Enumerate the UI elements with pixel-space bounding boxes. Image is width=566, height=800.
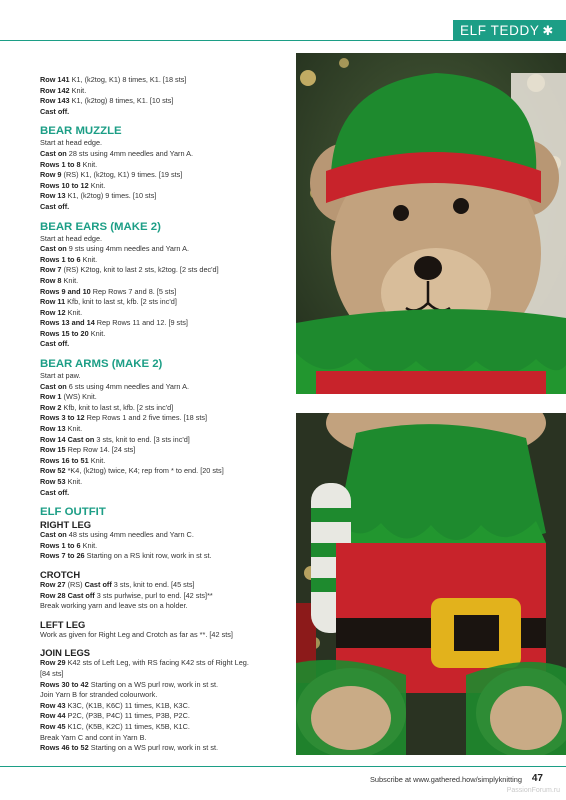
instruction-line bbox=[40, 435, 280, 446]
row-label: Rows 13 and 14 bbox=[40, 318, 95, 328]
instruction-line bbox=[40, 413, 280, 424]
row-instruction: 28 sts using 4mm needles and Yarn A. bbox=[66, 148, 194, 158]
row-label: Cast off. bbox=[40, 487, 70, 497]
row-instruction: *K4, (k2tog) twice, K4; rep from * to end. [20 sts] bbox=[65, 466, 224, 476]
instruction-line bbox=[40, 339, 280, 350]
instruction-line bbox=[40, 743, 280, 754]
row-label: Row 143 bbox=[40, 96, 70, 106]
instruction-line bbox=[40, 75, 280, 86]
row-label: Cast on bbox=[40, 381, 67, 391]
row-instruction: Start at head edge. bbox=[40, 233, 103, 243]
row-label: Rows 16 to 51 bbox=[40, 455, 89, 465]
section-heading: ELF OUTFIT bbox=[40, 506, 106, 519]
instruction-line bbox=[40, 669, 280, 680]
instruction-line bbox=[40, 630, 280, 641]
row-instruction: Knit. bbox=[88, 455, 106, 465]
instruction-line bbox=[40, 170, 280, 181]
row-label: Rows 7 to 26 bbox=[40, 551, 85, 561]
row-label: Row 13 bbox=[40, 424, 66, 434]
row-instruction: K1C, (K5B, K2C) 11 times, K5B, K1C. bbox=[65, 721, 190, 731]
row-instruction: Starting on a RS knit row, work in st st. bbox=[84, 551, 212, 561]
row-label: Rows 30 to 42 bbox=[40, 679, 89, 689]
row-instruction: Knit. bbox=[88, 180, 106, 190]
row-label: Row 15 bbox=[40, 445, 66, 455]
row-instruction: 9 sts using 4mm needles and Yarn A. bbox=[66, 244, 189, 254]
row-label: Row 27 bbox=[40, 579, 66, 589]
row-label: Row 12 bbox=[40, 307, 66, 317]
instruction-line bbox=[40, 297, 280, 308]
instruction-line bbox=[40, 601, 280, 612]
instruction-line bbox=[40, 722, 280, 733]
row-instruction: K1, (k2tog) 8 times, K1. [10 sts] bbox=[69, 96, 174, 106]
subsection-heading: RIGHT LEG bbox=[40, 519, 92, 531]
row-instruction: Knit. bbox=[65, 424, 83, 434]
instruction-line bbox=[40, 701, 280, 712]
row-instruction: (RS) bbox=[65, 579, 85, 589]
row-instruction: (WS) Knit. bbox=[61, 392, 97, 402]
row-instruction: Starting on a WS purl row, work in st st. bbox=[88, 679, 219, 689]
instruction-line bbox=[40, 255, 280, 266]
instruction-line bbox=[40, 711, 280, 722]
row-instruction: Knit. bbox=[61, 275, 79, 285]
row-label: Cast off. bbox=[40, 339, 70, 349]
instruction-line bbox=[40, 244, 280, 255]
row-instruction: Rep Row 14. [24 sts] bbox=[65, 445, 136, 455]
row-instruction: Rep Rows 11 and 12. [9 sts] bbox=[94, 318, 188, 328]
instruction-line bbox=[40, 551, 280, 562]
row-instruction: Rep Rows 1 and 2 five times. [18 sts] bbox=[84, 413, 208, 423]
instruction-line bbox=[40, 86, 280, 97]
section-title: ELF TEDDY bbox=[460, 23, 540, 38]
row-instruction: Knit. bbox=[88, 328, 106, 338]
row-instruction: Start at paw. bbox=[40, 371, 81, 381]
instruction-line bbox=[40, 181, 280, 192]
header-rule bbox=[0, 40, 566, 41]
instruction-line bbox=[40, 488, 280, 499]
row-label: Row 141 bbox=[40, 75, 70, 84]
instruction-line bbox=[40, 477, 280, 488]
row-label: Row 29 bbox=[40, 658, 66, 668]
instruction-line bbox=[40, 107, 280, 118]
section-heading: BEAR ARMS (MAKE 2) bbox=[40, 358, 163, 371]
row-instruction: Rep Rows 7 and 8. [5 sts] bbox=[90, 286, 177, 296]
row-instruction: Break working yarn and leave sts on a holder. bbox=[40, 601, 188, 611]
row-instruction: Kfb, knit to last st, kfb. [2 sts inc'd] bbox=[61, 402, 174, 412]
watermark: PassionForum.ru bbox=[506, 787, 560, 794]
row-instruction: K42 sts of Left Leg, with RS facing K42 sts of Right Leg. bbox=[65, 658, 249, 668]
row-instruction: Knit. bbox=[80, 540, 98, 550]
instruction-line bbox=[40, 733, 280, 744]
footer-rule bbox=[0, 766, 566, 767]
instruction-line bbox=[40, 202, 280, 213]
row-label: Row 14 Cast on bbox=[40, 434, 95, 444]
row-instruction: Break Yarn C and cont in Yarn B. bbox=[40, 732, 147, 742]
row-instruction: K3C, (K1B, K6C) 11 times, K1B, K3C. bbox=[65, 700, 190, 710]
row-label: Row 28 Cast off bbox=[40, 590, 95, 600]
row-instruction: (RS) K2tog, knit to last 2 sts, k2tog. [2 sts dec'd] bbox=[61, 265, 219, 275]
instruction-line bbox=[40, 382, 280, 393]
instruction-line bbox=[40, 318, 280, 329]
row-label: Rows 1 to 6 bbox=[40, 540, 81, 550]
section-heading: BEAR MUZZLE bbox=[40, 125, 122, 138]
row-instruction: [84 sts] bbox=[40, 668, 64, 678]
row-label: Rows 10 to 12 bbox=[40, 180, 89, 190]
instruction-line bbox=[40, 96, 280, 107]
row-label: Rows 9 and 10 bbox=[40, 286, 91, 296]
instruction-line bbox=[40, 287, 280, 298]
row-instruction: 6 sts using 4mm needles and Yarn A. bbox=[66, 381, 189, 391]
row-instruction: Kfb, knit to last st, kfb. [2 sts inc'd] bbox=[65, 297, 177, 307]
instruction-line bbox=[40, 308, 280, 319]
row-label: Rows 46 to 52 bbox=[40, 743, 89, 753]
instruction-line bbox=[40, 445, 280, 456]
row-label: Cast off. bbox=[40, 106, 70, 116]
instruction-line bbox=[40, 371, 280, 382]
row-instruction: 3 sts purlwise, purl to end. [42 sts]** bbox=[94, 590, 213, 600]
row-label: Row 11 bbox=[40, 297, 66, 307]
row-label: Cast off bbox=[84, 579, 112, 589]
row-label: Rows 1 to 6 bbox=[40, 254, 81, 264]
teddy-face-photo bbox=[296, 53, 566, 394]
subsection-heading: CROTCH bbox=[40, 568, 81, 580]
row-label: Row 52 bbox=[40, 466, 66, 476]
row-label: Row 7 bbox=[40, 265, 62, 275]
instruction-line bbox=[40, 466, 280, 477]
row-instruction: 3 sts, knit to end. [3 sts inc'd] bbox=[94, 434, 190, 444]
section-header-tab bbox=[453, 20, 566, 41]
instruction-line bbox=[40, 580, 280, 591]
instruction-line bbox=[40, 541, 280, 552]
row-label: Row 45 bbox=[40, 721, 66, 731]
subscribe-link[interactable]: Subscribe at www.gathered.how/simplyknitting bbox=[370, 775, 522, 784]
instruction-line bbox=[40, 149, 280, 160]
row-instruction: Starting on a WS purl row, work in st st. bbox=[88, 743, 219, 753]
instruction-line bbox=[40, 191, 280, 202]
pattern-text-column bbox=[40, 75, 280, 754]
instruction-line bbox=[40, 680, 280, 691]
row-instruction: (RS) K1, (k2tog, K1) 9 times. [19 sts] bbox=[61, 170, 183, 180]
row-label: Cast on bbox=[40, 148, 67, 158]
row-label: Row 142 bbox=[40, 85, 70, 95]
row-label: Rows 15 to 20 bbox=[40, 328, 89, 338]
row-instruction: K1, (k2tog, K1) 8 times, K1. [18 sts] bbox=[69, 75, 187, 84]
row-instruction: Knit. bbox=[65, 307, 83, 317]
teddy-body-photo bbox=[296, 413, 566, 755]
row-instruction: Join Yarn B for stranded colourwork. bbox=[40, 690, 158, 700]
row-label: Row 53 bbox=[40, 477, 66, 486]
row-instruction: K1, (k2tog) 9 times. [10 sts] bbox=[65, 191, 157, 201]
row-instruction: Start at head edge. bbox=[40, 138, 103, 148]
row-label: Cast on bbox=[40, 244, 67, 254]
instruction-line bbox=[40, 690, 280, 701]
row-label: Row 13 bbox=[40, 191, 66, 201]
row-label: Row 2 bbox=[40, 402, 62, 412]
instruction-line bbox=[40, 160, 280, 171]
row-instruction: Work as given for Right Leg and Crotch as far as **. [42 sts] bbox=[40, 629, 233, 639]
row-label: Cast off. bbox=[40, 201, 70, 211]
row-label: Row 8 bbox=[40, 275, 62, 285]
instruction-line bbox=[40, 392, 280, 403]
row-label: Rows 3 to 12 bbox=[40, 413, 85, 423]
instruction-line bbox=[40, 329, 280, 340]
row-instruction: Knit. bbox=[80, 254, 98, 264]
row-instruction: Knit. bbox=[65, 477, 83, 486]
row-label: Row 43 bbox=[40, 700, 66, 710]
instruction-line bbox=[40, 530, 280, 541]
row-label: Row 9 bbox=[40, 170, 62, 180]
instruction-line bbox=[40, 403, 280, 414]
row-label: Cast on bbox=[40, 530, 67, 540]
instruction-line bbox=[40, 591, 280, 602]
instruction-line bbox=[40, 276, 280, 287]
row-instruction: Knit. bbox=[80, 159, 98, 169]
row-instruction: 48 sts using 4mm needles and Yarn C. bbox=[66, 530, 194, 540]
instruction-line bbox=[40, 138, 280, 149]
row-instruction: Knit. bbox=[69, 85, 87, 95]
row-instruction: 3 sts, knit to end. [45 sts] bbox=[111, 579, 195, 589]
instruction-line bbox=[40, 424, 280, 435]
row-label: Row 44 bbox=[40, 711, 66, 721]
row-instruction: P2C, (P3B, P4C) 11 times, P3B, P2C. bbox=[65, 711, 190, 721]
row-label: Row 1 bbox=[40, 392, 62, 402]
row-label: Rows 1 to 8 bbox=[40, 159, 81, 169]
page-number: 47 bbox=[531, 773, 543, 784]
clover-icon: ✱ bbox=[542, 23, 554, 38]
subsection-heading: JOIN LEGS bbox=[40, 647, 91, 659]
section-heading: BEAR EARS (MAKE 2) bbox=[40, 220, 161, 233]
instruction-line bbox=[40, 265, 280, 276]
instruction-line bbox=[40, 234, 280, 245]
subsection-heading: LEFT LEG bbox=[40, 618, 86, 630]
instruction-line bbox=[40, 456, 280, 467]
instruction-line bbox=[40, 658, 280, 669]
